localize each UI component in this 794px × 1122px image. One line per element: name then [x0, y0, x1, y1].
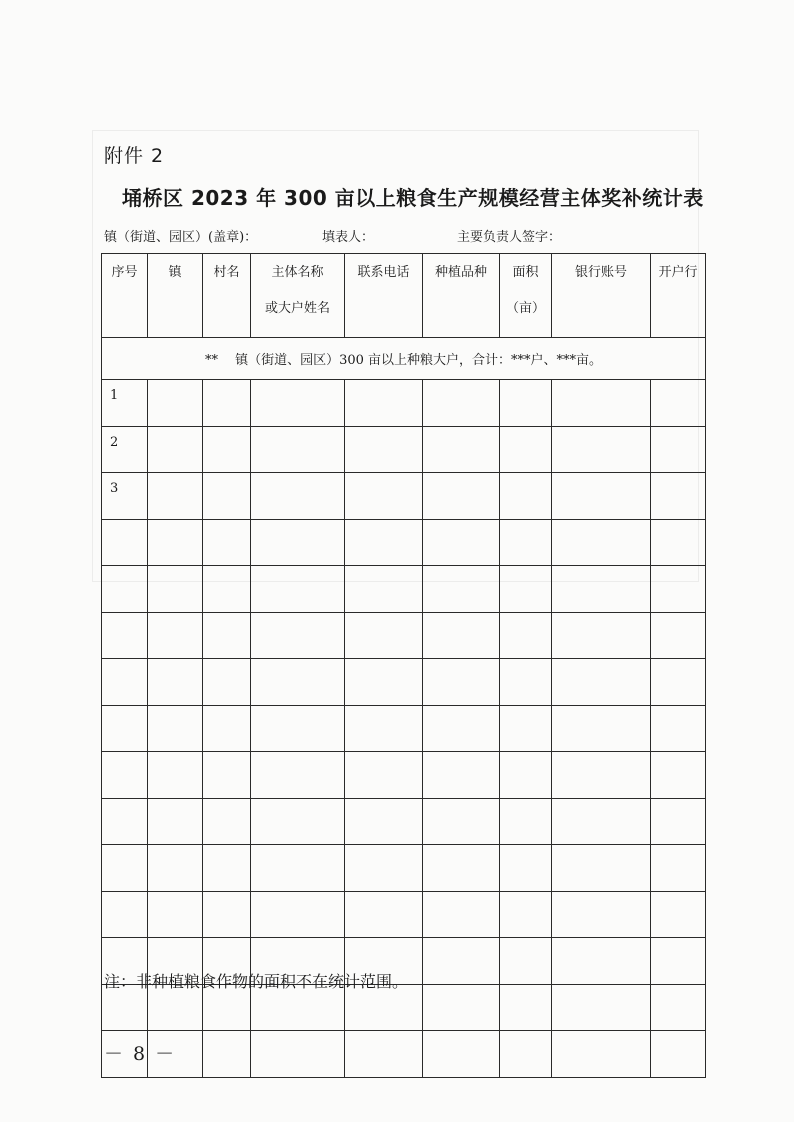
data-cell[interactable] [500, 798, 552, 845]
data-cell[interactable] [552, 612, 651, 659]
col-header-area: 面积 （亩） [500, 254, 552, 338]
data-cell[interactable] [345, 891, 423, 938]
data-cell[interactable] [345, 473, 423, 520]
data-cell[interactable] [552, 891, 651, 938]
col-header-phone: 联系电话 [345, 254, 423, 338]
data-cell[interactable] [651, 426, 706, 473]
data-cell[interactable] [423, 705, 500, 752]
table-row [102, 380, 706, 427]
row-index-cell[interactable] [102, 798, 148, 845]
data-cell[interactable] [148, 380, 203, 427]
table-row [102, 566, 706, 613]
row-index-cell[interactable] [102, 845, 148, 892]
data-cell[interactable] [423, 984, 500, 1031]
table-row [102, 1031, 706, 1078]
data-cell[interactable] [423, 473, 500, 520]
data-cell[interactable] [148, 519, 203, 566]
data-cell[interactable] [251, 659, 345, 706]
data-cell[interactable] [651, 659, 706, 706]
data-cell[interactable] [552, 705, 651, 752]
data-cell[interactable] [651, 566, 706, 613]
data-cell[interactable] [148, 798, 203, 845]
data-cell[interactable] [345, 798, 423, 845]
table-row [102, 798, 706, 845]
data-cell[interactable] [552, 752, 651, 799]
row-index-cell[interactable] [102, 705, 148, 752]
statistics-table [101, 253, 706, 1078]
data-cell[interactable] [651, 705, 706, 752]
data-cell[interactable] [500, 519, 552, 566]
leader-signature-label: 主要负责人签字： [457, 230, 562, 245]
data-cell[interactable] [251, 612, 345, 659]
data-cell[interactable] [148, 473, 203, 520]
data-cell[interactable] [251, 798, 345, 845]
data-cell[interactable] [345, 659, 423, 706]
data-cell[interactable] [251, 473, 345, 520]
data-cell[interactable] [500, 984, 552, 1031]
table-row [102, 519, 706, 566]
data-cell[interactable] [552, 426, 651, 473]
data-cell[interactable] [203, 519, 251, 566]
col-header-town: 镇 [148, 254, 203, 338]
data-cell[interactable] [203, 612, 251, 659]
data-cell[interactable] [500, 566, 552, 613]
row-index-cell[interactable] [102, 752, 148, 799]
town-seal-label: 镇（街道、园区）(盖章)： [104, 230, 258, 245]
row-index-cell[interactable]: 1 [102, 380, 148, 427]
data-cell[interactable] [423, 938, 500, 985]
col-header-village: 村名 [203, 254, 251, 338]
data-cell[interactable] [500, 659, 552, 706]
row-index-cell[interactable]: 2 [102, 426, 148, 473]
row-index-cell[interactable]: 3 [102, 473, 148, 520]
data-cell[interactable] [423, 612, 500, 659]
data-cell[interactable] [251, 519, 345, 566]
table-row [102, 612, 706, 659]
data-cell[interactable] [423, 566, 500, 613]
data-cell[interactable] [651, 891, 706, 938]
data-cell[interactable] [423, 380, 500, 427]
data-cell[interactable] [251, 891, 345, 938]
data-cell[interactable] [345, 519, 423, 566]
footnote: 注：非种植粮食作物的面积不在统计范围。 [104, 972, 409, 991]
data-cell[interactable] [500, 891, 552, 938]
data-cell[interactable] [423, 752, 500, 799]
data-cell[interactable] [345, 705, 423, 752]
data-cell[interactable] [251, 705, 345, 752]
data-cell[interactable] [552, 380, 651, 427]
data-cell[interactable] [552, 845, 651, 892]
data-cell[interactable] [251, 1031, 345, 1078]
data-cell[interactable] [148, 705, 203, 752]
data-cell[interactable] [345, 380, 423, 427]
annex-label: 附件 2 [104, 145, 165, 167]
table-row [102, 426, 706, 473]
summary-row [102, 338, 706, 380]
data-cell[interactable] [345, 612, 423, 659]
col-header-crop: 种植品种 [423, 254, 500, 338]
data-cell[interactable] [345, 1031, 423, 1078]
data-cell[interactable] [423, 891, 500, 938]
summary-cell[interactable]: ** 镇（街道、园区）300 亩以上种粮大户，合计：***户、***亩。 [102, 338, 706, 380]
data-cell[interactable] [203, 1031, 251, 1078]
data-cell[interactable] [651, 938, 706, 985]
data-cell[interactable] [203, 891, 251, 938]
data-cell[interactable] [251, 426, 345, 473]
data-cell[interactable] [203, 566, 251, 613]
data-cell[interactable] [345, 752, 423, 799]
data-cell[interactable] [651, 798, 706, 845]
col-header-seq: 序号 [102, 254, 148, 338]
data-cell[interactable] [651, 1031, 706, 1078]
data-cell[interactable] [552, 798, 651, 845]
data-cell[interactable] [148, 566, 203, 613]
table-row [102, 473, 706, 520]
data-cell[interactable] [345, 426, 423, 473]
data-cell[interactable] [423, 1031, 500, 1078]
row-index-cell[interactable] [102, 659, 148, 706]
row-index-cell[interactable] [102, 566, 148, 613]
data-cell[interactable] [552, 473, 651, 520]
table-header-row [102, 254, 706, 338]
data-cell[interactable] [148, 752, 203, 799]
data-cell[interactable] [552, 984, 651, 1031]
data-cell[interactable] [345, 566, 423, 613]
filler-label: 填表人： [322, 230, 375, 245]
data-cell[interactable] [423, 845, 500, 892]
data-cell[interactable] [148, 845, 203, 892]
data-cell[interactable] [345, 845, 423, 892]
data-cell[interactable] [203, 798, 251, 845]
data-cell[interactable] [500, 380, 552, 427]
data-cell[interactable] [552, 938, 651, 985]
data-cell[interactable] [203, 845, 251, 892]
data-cell[interactable] [500, 845, 552, 892]
data-cell[interactable] [500, 473, 552, 520]
data-cell[interactable] [251, 752, 345, 799]
data-cell[interactable] [552, 1031, 651, 1078]
data-cell[interactable] [500, 705, 552, 752]
data-cell[interactable] [552, 519, 651, 566]
col-header-bank-account: 银行账号 [552, 254, 651, 338]
data-cell[interactable] [251, 566, 345, 613]
data-cell[interactable] [651, 473, 706, 520]
data-cell[interactable] [148, 612, 203, 659]
row-index-cell[interactable] [102, 891, 148, 938]
data-cell[interactable] [651, 752, 706, 799]
data-cell[interactable] [500, 612, 552, 659]
page-number: － 8 － [104, 1043, 177, 1065]
data-cell[interactable] [251, 845, 345, 892]
col-header-subject: 主体名称 或大户姓名 [251, 254, 345, 338]
data-cell[interactable] [651, 380, 706, 427]
data-cell[interactable] [500, 752, 552, 799]
table-row [102, 891, 706, 938]
data-cell[interactable] [148, 891, 203, 938]
data-cell[interactable] [552, 659, 651, 706]
table-row [102, 752, 706, 799]
table-row [102, 705, 706, 752]
document-title: 埇桥区 2023 年 300 亩以上粮食生产规模经营主体奖补统计表 [122, 186, 704, 210]
table-row [102, 845, 706, 892]
data-cell[interactable] [423, 798, 500, 845]
data-cell[interactable] [500, 1031, 552, 1078]
data-cell[interactable] [651, 519, 706, 566]
data-cell[interactable] [651, 845, 706, 892]
row-index-cell[interactable] [102, 612, 148, 659]
data-cell[interactable] [203, 659, 251, 706]
data-cell[interactable] [651, 984, 706, 1031]
data-cell[interactable] [203, 473, 251, 520]
data-cell[interactable] [552, 566, 651, 613]
data-cell[interactable] [203, 380, 251, 427]
data-cell[interactable] [148, 426, 203, 473]
data-cell[interactable] [500, 938, 552, 985]
row-index-cell[interactable] [102, 519, 148, 566]
table-row [102, 659, 706, 706]
data-cell[interactable] [203, 426, 251, 473]
data-cell[interactable] [203, 705, 251, 752]
data-cell[interactable] [500, 426, 552, 473]
data-cell[interactable] [148, 659, 203, 706]
data-cell[interactable] [651, 612, 706, 659]
data-cell[interactable] [423, 426, 500, 473]
col-header-bank: 开户行 [651, 254, 706, 338]
data-cell[interactable] [423, 519, 500, 566]
data-cell[interactable] [203, 752, 251, 799]
data-cell[interactable] [251, 380, 345, 427]
data-cell[interactable] [423, 659, 500, 706]
